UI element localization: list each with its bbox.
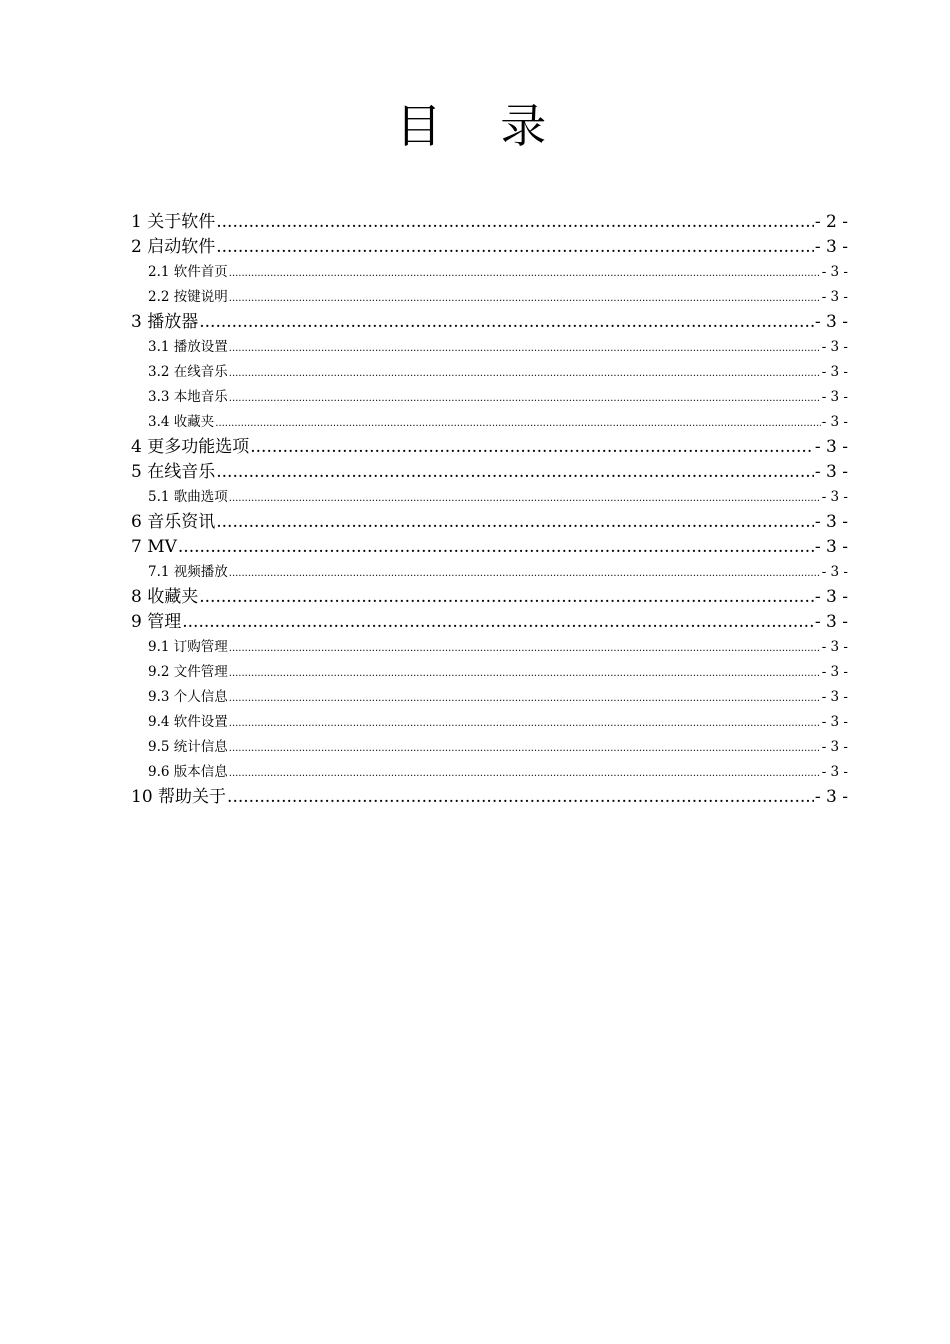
- toc-entry-page-number: - 3 -: [821, 739, 848, 755]
- toc-dot-leader: [182, 610, 814, 635]
- toc-dot-leader: [229, 338, 821, 360]
- toc-dot-leader: [229, 363, 821, 385]
- toc-dot-leader: [178, 535, 814, 560]
- toc-entry[interactable]: [131, 660, 848, 685]
- toc-entry-page-number: - 3 -: [814, 462, 848, 482]
- toc-dot-leader: [229, 388, 821, 410]
- toc-entry[interactable]: [131, 560, 848, 585]
- toc-entry[interactable]: [131, 785, 848, 810]
- toc-entry-label: 9.5 统计信息: [148, 739, 228, 755]
- toc-entry-label: 2 启动软件: [131, 237, 216, 257]
- toc-entry-page-number: - 3 -: [821, 364, 848, 380]
- toc-entry-page-number: - 3 -: [821, 264, 848, 280]
- toc-entry-label: 3.2 在线音乐: [148, 364, 228, 380]
- toc-entry-page-number: - 3 -: [821, 714, 848, 730]
- toc-dot-leader: [229, 738, 821, 760]
- toc-dot-leader: [229, 763, 821, 785]
- toc-entry-page-number: - 2 -: [814, 212, 848, 232]
- toc-entry-page-number: - 3 -: [821, 339, 848, 355]
- toc-entry[interactable]: [131, 510, 848, 535]
- toc-entry[interactable]: [131, 210, 848, 235]
- toc-entry-page-number: - 3 -: [821, 564, 848, 580]
- toc-dot-leader: [227, 785, 814, 810]
- toc-dot-leader: [250, 435, 814, 460]
- toc-entry-label: 7.1 视频播放: [148, 564, 228, 580]
- toc-entry-label: 5.1 歌曲选项: [148, 489, 228, 505]
- toc-entry-label: 7 MV: [131, 537, 177, 557]
- toc-entry-page-number: - 3 -: [814, 512, 848, 532]
- toc-dot-leader: [229, 563, 821, 585]
- toc-dot-leader: [229, 488, 821, 510]
- toc-entry[interactable]: [131, 485, 848, 510]
- toc-dot-leader: [216, 235, 814, 260]
- toc-entry[interactable]: [131, 260, 848, 285]
- toc-dot-leader: [229, 663, 821, 685]
- toc-entry-page-number: - 3 -: [821, 389, 848, 405]
- toc-entry-page-number: - 3 -: [821, 764, 848, 780]
- toc-dot-leader: [229, 713, 821, 735]
- toc-entry-label: 2.1 软件首页: [148, 264, 228, 280]
- toc-entry-label: 3.1 播放设置: [148, 339, 228, 355]
- toc-entry[interactable]: [131, 535, 848, 560]
- toc-entry-page-number: - 3 -: [821, 689, 848, 705]
- toc-entry-page-number: - 3 -: [814, 437, 848, 457]
- toc-entry[interactable]: [131, 235, 848, 260]
- toc-entry[interactable]: [131, 360, 848, 385]
- toc-entry-label: 9 管理: [131, 612, 182, 632]
- toc-entry[interactable]: [131, 310, 848, 335]
- toc-entry-label: 4 更多功能选项: [131, 437, 250, 457]
- toc-dot-leader: [229, 288, 821, 310]
- toc-entry-label: 6 音乐资讯: [131, 512, 216, 532]
- toc-entry-label: 2.2 按键说明: [148, 289, 228, 305]
- toc-entry-label: 9.3 个人信息: [148, 689, 228, 705]
- toc-entry[interactable]: [131, 435, 848, 460]
- toc-entry-page-number: - 3 -: [821, 639, 848, 655]
- toc-dot-leader: [229, 688, 821, 710]
- toc-entry-page-number: - 3 -: [821, 489, 848, 505]
- toc-entry-page-number: - 3 -: [814, 587, 848, 607]
- toc-entry-page-number: - 3 -: [814, 787, 848, 807]
- toc-entry[interactable]: [131, 460, 848, 485]
- toc-entry[interactable]: [131, 760, 848, 785]
- toc-entry-page-number: - 3 -: [814, 537, 848, 557]
- toc-entry[interactable]: [131, 635, 848, 660]
- toc-entry-label: 3 播放器: [131, 312, 199, 332]
- toc-entry[interactable]: [131, 610, 848, 635]
- toc-dot-leader: [229, 638, 821, 660]
- toc-entry-label: 1 关于软件: [131, 212, 216, 232]
- toc-entry-label: 9.2 文件管理: [148, 664, 228, 680]
- toc-dot-leader: [199, 310, 814, 335]
- toc-entry-page-number: - 3 -: [821, 414, 848, 430]
- toc-entry-label: 9.6 版本信息: [148, 764, 228, 780]
- toc-entry[interactable]: [131, 735, 848, 760]
- toc-dot-leader: [229, 263, 821, 285]
- toc-entry-page-number: - 3 -: [814, 237, 848, 257]
- toc-entry[interactable]: [131, 335, 848, 360]
- toc-entry-page-number: - 3 -: [821, 664, 848, 680]
- toc-entry-label: 3.3 本地音乐: [148, 389, 228, 405]
- toc-entry-label: 5 在线音乐: [131, 462, 216, 482]
- toc-entry-page-number: - 3 -: [814, 612, 848, 632]
- toc-entry-label: 8 收藏夹: [131, 587, 199, 607]
- toc-entry-page-number: - 3 -: [821, 289, 848, 305]
- toc-entry-label: 3.4 收藏夹: [148, 414, 215, 430]
- toc-entry[interactable]: [131, 385, 848, 410]
- page-title: 目 录: [395, 99, 569, 153]
- toc-entry[interactable]: [131, 410, 848, 435]
- toc-dot-leader: [216, 460, 814, 485]
- toc-dot-leader: [216, 510, 814, 535]
- toc-entry[interactable]: [131, 710, 848, 735]
- toc-entry[interactable]: [131, 285, 848, 310]
- table-of-contents: [131, 210, 848, 810]
- toc-entry-label: 10 帮助关于: [131, 787, 227, 807]
- toc-entry-page-number: - 3 -: [814, 312, 848, 332]
- toc-entry-label: 9.1 订购管理: [148, 639, 228, 655]
- toc-dot-leader: [215, 413, 820, 435]
- toc-dot-leader: [216, 210, 814, 235]
- toc-dot-leader: [199, 585, 814, 610]
- toc-entry[interactable]: [131, 685, 848, 710]
- toc-entry-label: 9.4 软件设置: [148, 714, 228, 730]
- toc-entry[interactable]: [131, 585, 848, 610]
